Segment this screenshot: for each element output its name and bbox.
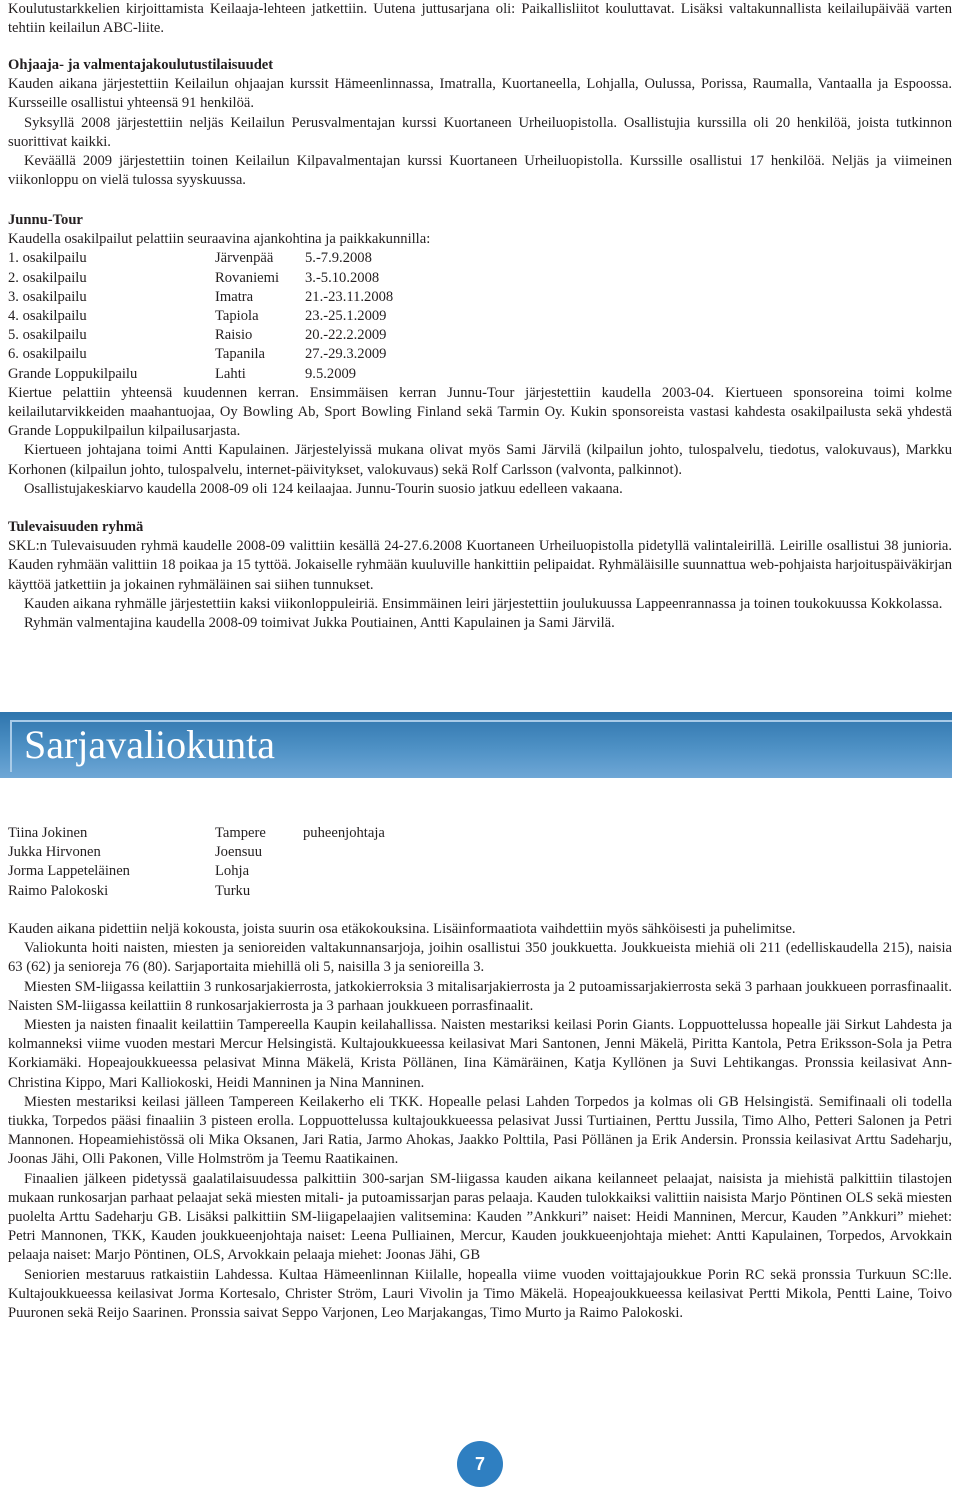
member-row: [8, 882, 385, 901]
event-place: Imatra: [215, 288, 254, 305]
schedule-row: [8, 326, 393, 345]
event-place: Järvenpää: [215, 250, 274, 267]
committee-members-table: [8, 824, 385, 901]
coach-training-heading: Ohjaaja- ja valmentajakoulutustilaisuudet: [8, 57, 274, 73]
event-place: Tapanila: [215, 346, 266, 363]
event-place: Rovaniemi: [215, 269, 280, 286]
schedule-row: [8, 307, 393, 326]
committee-paragraph: Miesten ja naisten finaalit keilattiin Tampereella Kaupin keilahallissa. Naisten mestariksi keilasi Porin Giants. Loppuottelussa hopealle jäi Sirkut Lahdesta ja kolmanneksi viime vuoden mestari Mercur Helsingistä. Kultajoukkueessa keilasivat Mari Santonen, Jenni Mäkelä, Piritta Kantola, Petra Eriksson-Sola ja Petra Korkiamäki. Hopeajoukkueessa pelasivat Minna Mäkelä, Krista Pöllänen, Iina Kämäräinen, Katja Kyllönen ja Suvi Lehtikangas. Pronssia keilasivat Ann-Christina Kippo, Mari Kalliokoski, Heidi Manninen ja Nina Manninen.: [8, 1017, 952, 1091]
junnu-tour-heading: Junnu-Tour: [8, 212, 83, 228]
intro-section: [8, 0, 952, 38]
member-name: Jukka Hirvonen: [8, 844, 101, 861]
member-role: puheenjohtaja: [303, 825, 385, 841]
junnu-tour-schedule: [8, 249, 393, 383]
member-role: [303, 862, 385, 881]
junnu-tour-paragraph: Kiertue pelattiin yhteensä kuudennen kerran. Ensimmäisen kerran Junnu-Tour järjestettiin kaudella 2003-04. Kiertueen sponsoreina toimi kolme keilailutarvikkeiden maahantuojaa, Oy Bowling Ab, Sport Bowling Finland sekä Tarmin Oy. Kukin sponsoreista vastasi kahdesta osakilpailusta sekä yhdestä Grande Loppukilpailun kilpailusarjasta.: [8, 384, 952, 440]
future-group-heading: Tulevaisuuden ryhmä: [8, 519, 144, 535]
section-banner: [0, 712, 952, 778]
event-name: 1. osakilpailu: [8, 250, 87, 267]
event-dates: 9.5.2009: [305, 365, 357, 382]
member-role: [303, 882, 385, 901]
committee-paragraph: Finaalien jälkeen pidetyssä gaalatilaisuudessa palkittiin 300-sarjan SM-liigassa kauden aikana keilanneet pelaajat, naisista ja miehistä palkittiin tilastojen mukaan runkosarjan parhaat pelaajat sekä miesten mitali- ja putoamissarjan paras pelaaja. Kauden tulokkaiksi valittiin naisista Marjo Pöntinen OLS sekä miesten puolelta Arttu Sadeharju GB. Lisäksi palkittiin SM-liigapelaajien valitsemina: Kauden ”Ankkuri” naiset: Heidi Manninen, Mercur, Kauden ”Ankkuri” miehet: Petri Mannonen, TKK, Kauden joukkueenjohtaja naiset: Leena Pulliainen, Mercur, Kauden joukkueenjohtaja miehet: Antti Kapulainen, Torpedos, Arvokkain pelaaja naiset: Marjo Pöntinen, OLS, Arvokkain pelaaja miehet: Joonas Jähi, GB: [8, 1170, 952, 1264]
event-place: Tapiola: [215, 308, 259, 325]
member-city: Joensuu: [215, 844, 263, 861]
junnu-tour-section: [8, 211, 952, 499]
schedule-row: [8, 345, 393, 364]
event-name: 6. osakilpailu: [8, 346, 87, 363]
event-dates: 23.-25.1.2009: [305, 308, 387, 325]
event-dates: 3.-5.10.2008: [305, 269, 380, 286]
event-name: 5. osakilpailu: [8, 327, 87, 344]
schedule-row: [8, 269, 393, 288]
event-name: Grande Loppukilpailu: [8, 365, 138, 382]
schedule-row: [8, 249, 393, 268]
junnu-tour-paragraph: Osallistujakeskiarvo kaudella 2008-09 oli 124 keilaajaa. Junnu-Tourin suosio jatkuu edelleen vakaana.: [24, 480, 623, 497]
event-name: 4. osakilpailu: [8, 308, 87, 325]
event-place: Raisio: [215, 327, 253, 344]
member-city: Turku: [215, 882, 251, 899]
committee-members-section: [8, 824, 952, 901]
schedule-row: [8, 288, 393, 307]
committee-paragraph: Kauden aikana pidettiin neljä kokousta, joista suurin osa etäkokouksina. Lisäinformaatiota vaihdettiin myös sähköisesti ja puhelimitse.: [8, 921, 796, 937]
member-city: Lohja: [215, 863, 250, 880]
future-group-paragraph: Ryhmän valmentajina kaudella 2008-09 toimivat Jukka Poutiainen, Antti Kapulainen ja Sami Järvilä.: [24, 615, 615, 632]
event-dates: 21.-23.11.2008: [305, 288, 394, 305]
committee-paragraph: Valiokunta hoiti naisten, miesten ja senioreiden valtakunnansarjoja, joihin osallistui 350 joukkuetta. Joukkueista miehiä oli 211 (edelliskaudella 215), naisia 63 (62) ja senioreja 76 (80). Sarjaportaita miehillä oli 5, naisilla 3 ja senioreilla 3.: [8, 940, 952, 976]
committee-paragraph: Miesten SM-liigassa keilattiin 3 runkosarjakierrosta, jatkokierroksia 3 mitalisarjakierrosta ja 2 putoamissarjakierrosta sekä 3 parhaan joukkueen porrasfinaalit. Naisten SM-liigassa keilattiin 8 runkosarjakierrosta ja 3 parhaan joukkueen porrasfinaalit.: [8, 978, 952, 1014]
event-dates: 5.-7.9.2008: [305, 250, 372, 267]
member-row: [8, 843, 385, 862]
member-name: Tiina Jokinen: [8, 825, 88, 841]
member-row: [8, 824, 385, 843]
committee-report-section: [8, 920, 952, 1323]
event-name: 3. osakilpailu: [8, 288, 87, 305]
event-name: 2. osakilpailu: [8, 269, 87, 286]
committee-paragraph: Seniorien mestaruus ratkaistiin Lahdessa. Kultaa Hämeenlinnan Kiilalle, hopealla viime vuoden voittajajoukkue Porin RC sekä pronssia Turkuun SC:lle. Kultajoukkueessa keilasivat Jorma Kortesalo, Christer Ström, Lauri Vivolin ja Timo Mäkelä. Hopeajoukkueessa keilasivat Pertti Mikola, Pentti Laine, Toivo Puuronen sekä Reijo Saarinen. Pronssia saivat Seppo Varjonen, Leo Marjakangas, Timo Murto ja Raimo Palokoski.: [8, 1266, 952, 1322]
member-city: Tampere: [215, 825, 266, 841]
event-dates: 27.-29.3.2009: [305, 346, 387, 363]
coach-training-section: [8, 56, 952, 190]
event-dates: 20.-22.2.2009: [305, 327, 387, 344]
future-group-paragraph: Kauden aikana ryhmälle järjestettiin kaksi viikonloppuleiriä. Ensimmäinen leiri järjestettiin joulukuussa Lappeenrannassa ja toinen toukokuussa Kokkolassa.: [24, 595, 943, 612]
junnu-tour-paragraph: Kiertueen johtajana toimi Antti Kapulainen. Järjestelyissä mukana olivat myös Sami Järvilä (kilpailun johto, tulospalvelu, tiedotus, valokuvaus), Markku Korhonen (kilpailun johto, tulospalvelu, internet-päivitykset, valokuvaus) sekä Rolf Carlsson (valvonta, palkinnot).: [8, 442, 952, 478]
future-group-section: [8, 518, 952, 633]
committee-paragraph: Miesten mestariksi keilasi jälleen Tampereen Keilakerho eli TKK. Hopealle pelasi Lahden Torpedos ja kolmas oli GB Helsingistä. Semifinaali oli todella tiukka, Torpedos pääsi finaaliin 3 pisteen erolla. Loppuottelussa kultajoukkueessa pelasivat Jussi Turtiainen, Perttu Jussila, Timo Alho, Petteri Salonen ja Petri Mannonen. Hopeamiehistössä oli Mika Oksanen, Jari Ratia, Jarmo Ahokas, Jaakko Polttila, Pasi Pöllänen ja Erik Andersin. Pronssia keilasivat Arttu Sadeharju, Joonas Jähi, Olli Pakonen, Ville Holmström ja Teemu Raatikainen.: [8, 1093, 952, 1168]
intro-paragraph: Koulutustarkkelien kirjoittamista Keilaaja-lehteen jatkettiin. Uutena juttusarjana oli: Paikallisliitot kouluttavat. Lisäksi valtakunnallista keilailupäivää varten tehtiin keilailun ABC-liite.: [8, 1, 952, 37]
member-name: Jorma Lappeteläinen: [8, 863, 130, 880]
coach-training-paragraph: Keväällä 2009 järjestettiin toinen Keilailun Kilpavalmentajan kurssi Kuortaneen Urheiluopistolla. Kurssille osallistui 17 henkilöä. Neljäs ja viimeinen viikonloppu on vielä tulossa syyskuussa.: [8, 153, 952, 189]
page-number-badge: 7: [457, 1441, 503, 1487]
schedule-row: [8, 365, 393, 384]
junnu-tour-lead: Kaudella osakilpailut pelattiin seuraavina ajankohtina ja paikkakunnilla:: [8, 231, 431, 248]
member-row: [8, 862, 385, 881]
member-name: Raimo Palokoski: [8, 882, 109, 899]
future-group-paragraph: SKL:n Tulevaisuuden ryhmä kaudelle 2008-09 valittiin kesällä 24-27.6.2008 Kuortaneen Urheiluopistolla pidetyllä valintaleirillä. Leirille osallistui 38 junioria. Kauden ryhmään valittiin 18 poikaa ja 15 tyttöä. Jokaiselle ryhmään kuuluville hankittiin pelipaidat. Ryhmäläisille suunnattua web-pohjaista harjoituspäiväkirjan käyttöä jatkettiin ja jokainen ryhmäläinen sai siihen tunnukset.: [8, 538, 952, 593]
coach-training-paragraph: Syksyllä 2008 järjestettiin neljäs Keilailun Perusvalmentajan kurssi Kuortaneen Urheiluopistolla. Osallistujia kurssilla oli 20 henkilöä, joista tutkinnon suorittivat kaikki.: [8, 114, 952, 150]
coach-training-paragraph: Kauden aikana järjestettiin Keilailun ohjaajan kurssit Hämeenlinnassa, Imatralla, Kuortaneella, Lohjalla, Oulussa, Porissa, Raumalla, Vantaalla ja Espoossa. Kursseille osallistui yhteensä 91 henkilöä.: [8, 76, 952, 112]
banner-title: Sarjavaliokunta: [24, 722, 276, 767]
event-place: Lahti: [215, 365, 246, 382]
member-role: [303, 843, 385, 862]
